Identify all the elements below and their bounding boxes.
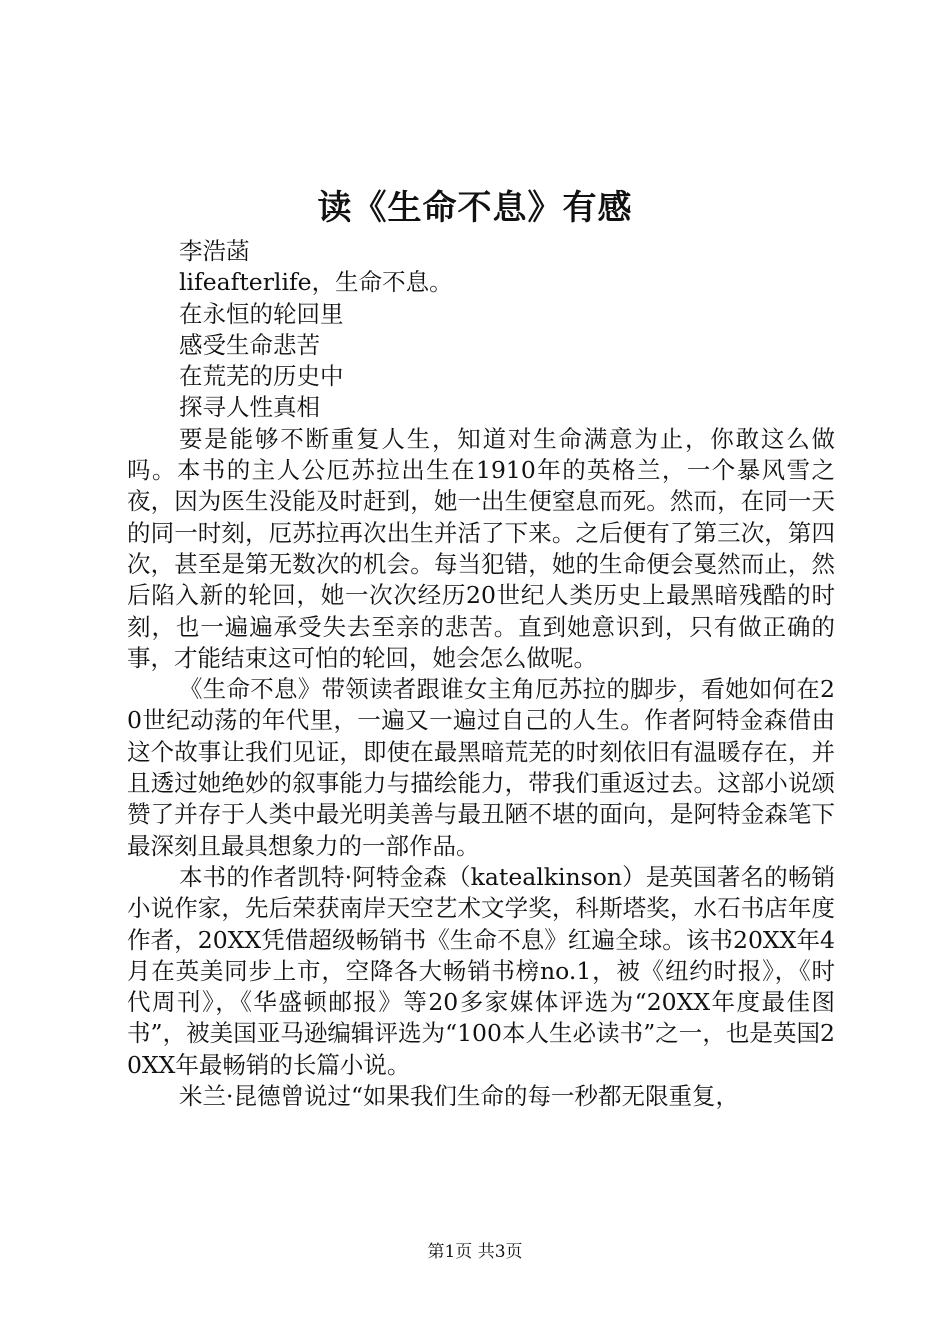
poem-line: 在永恒的轮回里 bbox=[179, 299, 344, 328]
poem-line: 在荒芜的历史中 bbox=[179, 362, 344, 391]
poem-line: 感受生命悲苦 bbox=[179, 330, 320, 359]
body-paragraph: 《生命不息》带领读者跟谁女主角厄苏拉的脚步，看她如何在20世纪动荡的年代里，一遍又一遍过自己的人生。作者阿特金森借由这个故事让我们见证，即使在最黑暗荒芜的时刻依旧有温暖存在，并且透过她绝妙的叙事能力与描绘能力，带我们重返过去。这部小说颂赞了并存于人类中最光明美善与最丑陋不堪的面向，是阿特金森笔下最深刻且最具想象力的一部作品。 bbox=[127, 675, 835, 860]
poem-line: 探寻人性真相 bbox=[179, 393, 320, 422]
body-paragraph: 本书的作者凯特·阿特金森（katealkinson）是英国著名的畅销小说作家，先后荣获南岸天空艺术文学奖，科斯塔奖，水石书店年度作者，20XX凭借超级畅销书《生命不息》红遍全球。该书20XX年4月在英美同步上市，空降各大畅销书榜no.1，被《纽约时报》，《时代周刊》，《华盛顿邮报》等20多家媒体评选为“20XX年度最佳图书”，被美国亚马逊编辑评选为“100本人生必读书”之一，也是英国20XX年最畅销的长篇小说。 bbox=[127, 862, 835, 1079]
document-body bbox=[127, 236, 835, 1112]
body-paragraph: 米兰·昆德曾说过“如果我们生命的每一秒都无限重复， bbox=[179, 1082, 739, 1111]
page-number-footer: 第1页 共3页 bbox=[427, 1242, 523, 1262]
document-title: 读《生命不息》有感 bbox=[317, 188, 633, 228]
poem-line: lifeafterlife，生命不息。 bbox=[179, 268, 453, 297]
author-name: 李浩菡 bbox=[179, 237, 250, 265]
body-paragraph: 要是能够不断重复人生，知道对生命满意为止，你敢这么做吗。本书的主人公厄苏拉出生在1910年的英格兰，一个暴风雪之夜，因为医生没能及时赶到，她一出生便窒息而死。然而，在同一天的同一时刻，厄苏拉再次出生并活了下来。之后便有了第三次，第四次，甚至是第无数次的机会。每当犯错，她的生命便会戛然而止，然后陷入新的轮回，她一次次经历20世纪人类历史上最黑暗残酷的时刻，也一遍遍承受失去至亲的悲苦。直到她意识到，只有做正确的事，才能结束这可怕的轮回，她会怎么做呢。 bbox=[127, 424, 835, 672]
